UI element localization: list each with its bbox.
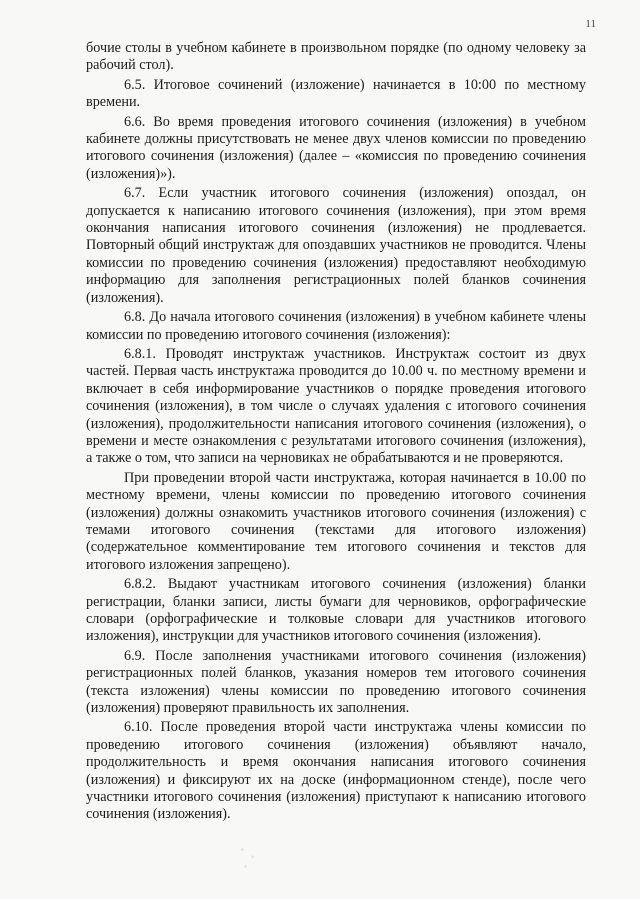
page-number: 11 (585, 18, 596, 30)
paragraph-6-8: 6.8. До начала итогового сочинения (изложения) в учебном кабинете члены комиссии по проведению итогового сочинения (изложения): (86, 309, 586, 343)
paragraph-6-9: 6.9. После заполнения участниками итогового сочинения (изложения) регистрационных полей бланков, указания номеров тем итогового сочинения (текста изложения) члены комиссии по проведению итогового сочинения (изложения) проверяют правильность их заполнения. (86, 647, 586, 717)
paragraph-6-8-1: 6.8.1. Проводят инструктаж участников. Инструктаж состоит из двух частей. Первая часть инструктажа проводится до 10.00 ч. по местному времени и включает в себя информирование участников о порядке проведения итогового сочинения (изложения), в том числе о случаях удаления с итогового сочинения (изложения), продолжительности написания итогового сочинения (изложения), о времени и месте ознакомления с результатами итогового сочинения (изложения), а также о том, что записи на черновиках не обрабатываются и не проверяются. (86, 345, 586, 467)
scan-smudge (232, 838, 266, 876)
paragraph-continuation: бочие столы в учебном кабинете в произвольном порядке (по одному человеку за рабочий стол). (86, 40, 586, 74)
paragraph-6-5: 6.5. Итоговое сочинений (изложение) начинается в 10:00 по местному времени. (86, 76, 586, 111)
document-body (86, 40, 586, 824)
paragraph-second-instruction: При проведении второй части инструктажа, которая начинается в 10.00 по местному времени, члены комиссии по проведению итогового сочинения (изложения) должны ознакомить участников итогового сочинения (изложения) с темами итогового сочинения (текстами для итогового изложения) (содержательное комментирование тем итогового сочинения и текстов для итогового изложения запрещено). (86, 469, 586, 573)
paragraph-6-6: 6.6. Во время проведения итогового сочинения (изложения) в учебном кабинете должны присутствовать не менее двух членов комиссии по проведению итогового сочинения (изложения) (далее – «комиссия по проведению сочинения (изложения)»). (86, 113, 586, 182)
paragraph-6-10: 6.10. После проведения второй части инструктажа члены комиссии по проведению итогового сочинения (изложения) объявляют начало, продолжительность и время окончания написания итогового сочинения (изложения) и фиксируют их на доске (информационном стенде), после чего участники итогового сочинения (изложения) приступают к написанию итогового сочинения (изложения). (86, 719, 586, 823)
paragraph-6-7: 6.7. Если участник итогового сочинения (изложения) опоздал, он допускается к написанию итогового сочинения (изложения), при этом время окончания написания итогового сочинения (изложения) не продлевается. Повторный общий инструктаж для опоздавших участников не проводится. Члены комиссии по проведению сочинения (изложения) предоставляют необходимую информацию для заполнения регистрационных полей бланков сочинения (изложения). (86, 185, 586, 306)
paragraph-6-8-2: 6.8.2. Выдают участникам итогового сочинения (изложения) бланки регистрации, бланки записи, листы бумаги для черновиков, орфографические словари (орфографические и толковые словари для участников итогового изложения), инструкции для участников итогового сочинения (изложения). (86, 576, 586, 645)
